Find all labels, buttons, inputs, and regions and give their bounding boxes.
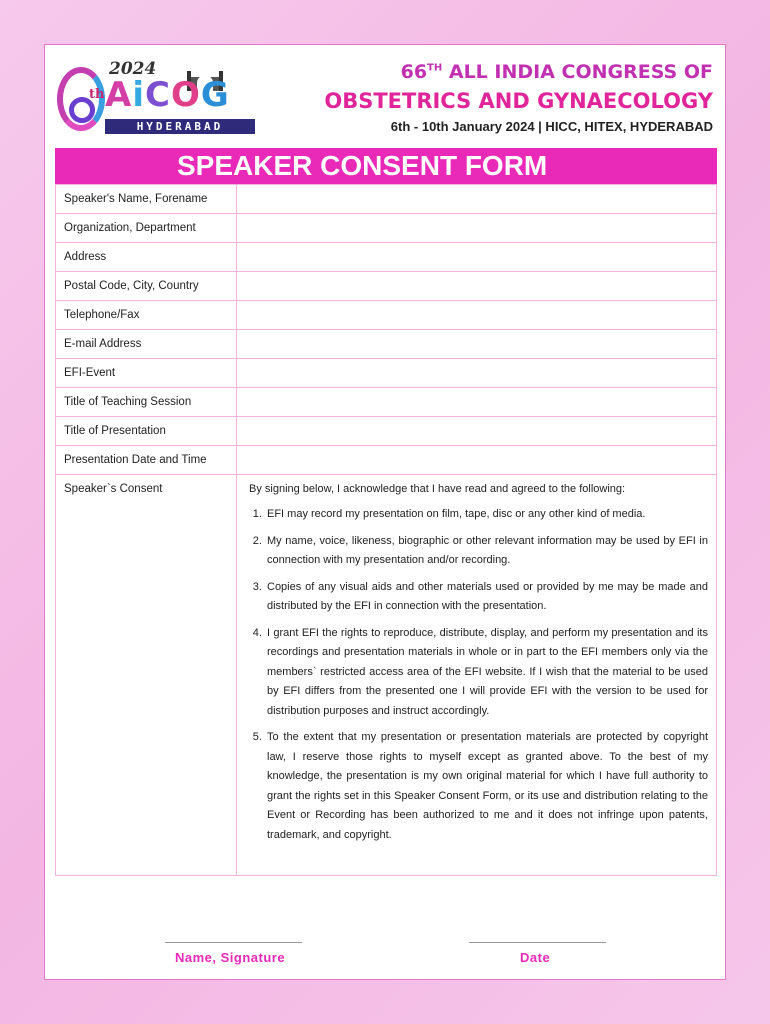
- field-label: Organization, Department: [56, 214, 237, 243]
- logo-city-bar: HYDERABAD: [105, 119, 255, 134]
- logo-edition-suffix: th: [89, 87, 105, 102]
- field-value-input[interactable]: [237, 243, 717, 272]
- field-value-input[interactable]: [237, 301, 717, 330]
- field-value-input[interactable]: [237, 388, 717, 417]
- field-value-input[interactable]: [237, 417, 717, 446]
- signature-line[interactable]: [165, 942, 302, 943]
- logo-letter: G: [200, 75, 230, 115]
- congress-number: 66: [400, 61, 428, 83]
- consent-form-table: [55, 184, 717, 876]
- field-value-input[interactable]: [237, 185, 717, 214]
- consent-intro: By signing below, I acknowledge that I have read and agreed to the following:: [249, 483, 626, 495]
- logo-year: 2024: [109, 59, 157, 79]
- field-value-input[interactable]: [237, 359, 717, 388]
- logo-letter: A: [105, 75, 133, 115]
- consent-term: 3. Copies of any visual aids and other materials used or provided by me may be made and distributed by the EFI in connection with the presentation.: [265, 578, 708, 617]
- field-label: Presentation Date and Time: [56, 446, 237, 475]
- field-label: Telephone/Fax: [56, 301, 237, 330]
- form-field-row: [56, 359, 717, 388]
- congress-title: [401, 61, 713, 83]
- logo-letter: i: [132, 75, 145, 115]
- name-signature-label: Name, Signature: [175, 950, 286, 965]
- field-label: Title of Presentation: [56, 417, 237, 446]
- date-label: Date: [520, 950, 551, 965]
- congress-date-venue: 6th - 10th January 2024 | HICC, HITEX, HYDERABAD: [390, 119, 713, 134]
- form-field-row: [56, 388, 717, 417]
- form-field-row: [56, 272, 717, 301]
- aicog-logo: [55, 57, 255, 137]
- field-value-input[interactable]: [237, 330, 717, 359]
- consent-term: 5. To the extent that my presentation or presentation materials are protected by copyright law, I reserve those rights to myself except as granted above. To the best of my knowledge, the presentation is my own original material for which I have full authority to grant the rights set in this Speaker Consent Form, or its use and distribution relating to the Event or Recording has been authorized to me and it does not infringe upon patents, trademark, and copyright.: [265, 728, 708, 845]
- form-field-row: [56, 214, 717, 243]
- consent-term: 1. EFI may record my presentation on film, tape, disc or any other kind of media.: [265, 505, 708, 525]
- field-value-input[interactable]: [237, 272, 717, 301]
- consent-form-page: [44, 44, 726, 980]
- form-title: SPEAKER CONSENT FORM: [55, 148, 717, 184]
- date-line[interactable]: [469, 942, 606, 943]
- congress-subtitle: OBSTETRICS AND GYNAECOLOGY: [324, 89, 713, 113]
- field-label: Speaker's Name, Forename: [56, 185, 237, 214]
- congress-title-rest: ALL INDIA CONGRESS OF: [442, 61, 713, 83]
- consent-row: [56, 475, 717, 876]
- form-field-row: [56, 330, 717, 359]
- field-label: Postal Code, City, Country: [56, 272, 237, 301]
- consent-text: [237, 475, 717, 876]
- form-field-row: [56, 185, 717, 214]
- logo-letter: C: [144, 75, 171, 115]
- consent-terms: [245, 505, 708, 845]
- form-field-row: [56, 446, 717, 475]
- logo-brand: [105, 75, 230, 115]
- field-label: Title of Teaching Session: [56, 388, 237, 417]
- form-field-row: [56, 301, 717, 330]
- logo-letter: O: [170, 75, 201, 115]
- consent-term: 2. My name, voice, likeness, biographic or other relevant information may be used by EFI in connection with my presentation and/or recording.: [265, 532, 708, 571]
- congress-number-suffix: TH: [427, 62, 443, 74]
- field-value-input[interactable]: [237, 446, 717, 475]
- field-label: E-mail Address: [56, 330, 237, 359]
- consent-label: Speaker`s Consent: [56, 475, 237, 876]
- form-field-row: [56, 417, 717, 446]
- consent-term: 4. I grant EFI the rights to reproduce, distribute, display, and perform my presentation and its recordings and presentation materials in whole or in part to the EFI members only via the members` restricted access area of the EFI website. If I wish that the material to be used by EFI differs from the presented one I will provide EFI with the version to be used for distribution purposes and instruct accordingly.: [265, 624, 708, 722]
- form-field-row: [56, 243, 717, 272]
- field-label: Address: [56, 243, 237, 272]
- field-label: EFI-Event: [56, 359, 237, 388]
- field-value-input[interactable]: [237, 214, 717, 243]
